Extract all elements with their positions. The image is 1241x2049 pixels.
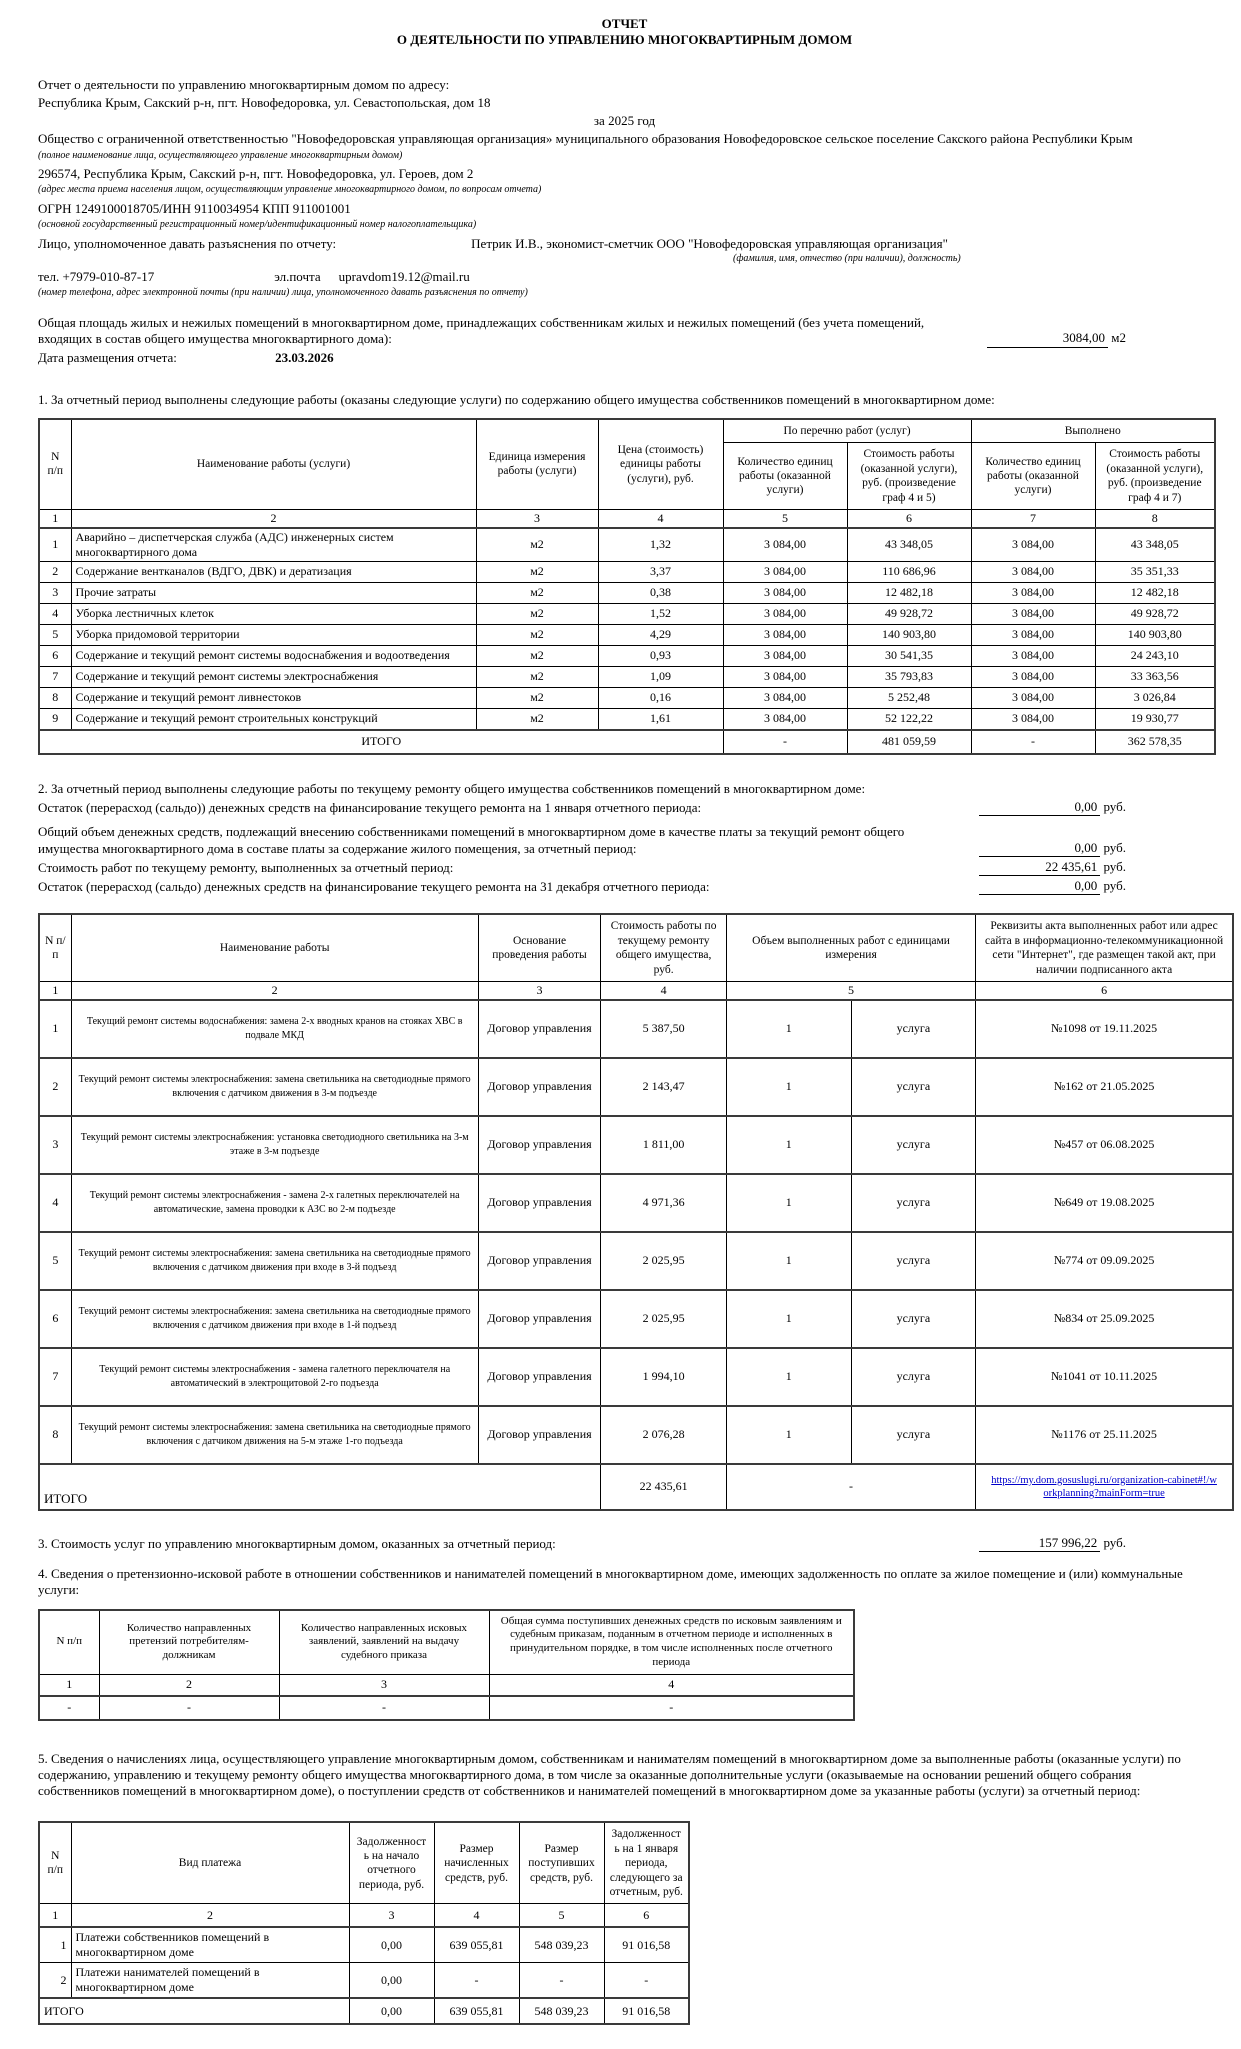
row-num: 8 [39, 687, 71, 708]
repair-work-name: Текущий ремонт системы электроснабжения - замена 2-х галетных переключателей на автоматические, замена проводки к АЗС во 2-м подъезде [71, 1174, 478, 1232]
row-num: 2 [39, 1963, 71, 1999]
repair-cost: 4 971,36 [601, 1174, 727, 1232]
currency-unit: руб. [1103, 839, 1126, 855]
row-num: 6 [39, 645, 71, 666]
repair-basis: Договор управления [478, 1174, 601, 1232]
repair-unit: услуга [851, 1058, 976, 1116]
col-header-num: N п/п [39, 1822, 71, 1903]
building-address: Республика Крым, Сакский р-н, пгт. Новофедоровка, ул. Севастопольская, дом 18 [38, 94, 491, 110]
work-cost-list: 52 122,22 [847, 708, 971, 730]
repair-cost: 1 994,10 [601, 1348, 727, 1406]
col-header-type: Вид платежа [71, 1822, 349, 1903]
total-label: ИТОГО [39, 1998, 349, 2024]
maintenance-total-row [39, 730, 1215, 754]
work-cost-done: 3 026,84 [1095, 687, 1215, 708]
repair-work-name: Текущий ремонт системы электроснабжения: замена светильника на светодиодные прямого включения с датчиком движения при входе в 1-й подъезд [71, 1290, 478, 1348]
payment-row [39, 1963, 689, 1999]
col-header-volume: Объем выполненных работ с единицами измерения [726, 914, 975, 981]
ogrn-line: ОГРН 1249100018705/ИНН 9110034954 КПП 911001001 [38, 200, 351, 216]
col-number: 4 [489, 1674, 854, 1696]
repair-cost: 5 387,50 [601, 1000, 727, 1058]
work-cost-done: 49 928,72 [1095, 603, 1215, 624]
repair-unit: услуга [851, 1348, 976, 1406]
work-price: 0,38 [598, 582, 723, 603]
work-cost-list: 140 903,80 [847, 624, 971, 645]
repair-work-name: Текущий ремонт системы электроснабжения: замена светильника на светодиодные прямого включения с датчиком движения при входе в 3-й подъезд [71, 1232, 478, 1290]
accrued: - [434, 1963, 519, 1999]
work-cost-list: 110 686,96 [847, 561, 971, 582]
col-number: 8 [1095, 509, 1215, 528]
balance-start-text: Остаток (перерасход (сальдо)) денежных средств на финансирование текущего ремонта на 1 января отчетного периода: [38, 800, 702, 816]
company-name: Общество с ограниченной ответственностью "Новофедоровская управляющая организация» муниципального образования Новофедоровское сельское поселение Сакского района Республики Крым [38, 131, 1133, 147]
work-cost-list: 5 252,48 [847, 687, 971, 708]
col-number: 6 [847, 509, 971, 528]
work-name: Уборка лестничных клеток [71, 603, 476, 624]
repair-unit: услуга [851, 1232, 976, 1290]
repair-work-row [39, 1232, 1233, 1290]
col-header-num: N п/п [39, 1610, 99, 1675]
maintenance-work-row [39, 687, 1215, 708]
total-accrued: 639 055,81 [434, 1998, 519, 2024]
repair-work-name: Текущий ремонт системы водоснабжения: замена 2-х вводных кранов на стояках ХВС в подвале МКД [71, 1000, 478, 1058]
row-num: 2 [39, 1058, 71, 1116]
row-num: 8 [39, 1406, 71, 1464]
work-qty-done: 3 084,00 [971, 603, 1095, 624]
work-name: Содержание вентканалов (ВДГО, ДВК) и дератизация [71, 561, 476, 582]
debt-start: 0,00 [349, 1927, 434, 1963]
repair-qty: 1 [726, 1290, 851, 1348]
col-header-received: Размер поступивших средств, руб. [519, 1822, 604, 1903]
currency-unit: руб. [1103, 799, 1126, 815]
col-number: 5 [726, 981, 975, 1000]
repair-qty: 1 [726, 1174, 851, 1232]
work-name: Содержание и текущий ремонт системы водоснабжения и водоотведения [71, 645, 476, 666]
debt-end: 91 016,58 [604, 1927, 689, 1963]
repair-basis: Договор управления [478, 1000, 601, 1058]
work-cost-done: 12 482,18 [1095, 582, 1215, 603]
work-qty-list: 3 084,00 [723, 582, 847, 603]
total-area-value-wrap [987, 330, 1126, 347]
payment-type: Платежи нанимателей помещений в многоквартирном доме [71, 1963, 349, 1999]
work-qty-done: 3 084,00 [971, 687, 1095, 708]
repair-unit: услуга [851, 1000, 976, 1058]
title-line-2: О ДЕЯТЕЛЬНОСТИ ПО УПРАВЛЕНИЮ МНОГОКВАРТИРНЫМ ДОМОМ [396, 32, 853, 48]
row-num: 6 [39, 1290, 71, 1348]
work-qty-done: 3 084,00 [971, 582, 1095, 603]
col-header-sum: Общая сумма поступивших денежных средств по исковым заявлениям и судебным приказам, поданным в отчетном периоде и исполненных в принудительном порядке, в том числе исполненных после отчетного периода [489, 1610, 854, 1675]
maintenance-work-row [39, 561, 1215, 582]
repair-basis: Договор управления [478, 1058, 601, 1116]
row-num: 3 [39, 1116, 71, 1174]
company-note: (полное наименование лица, осуществляющего управление многоквартирным домом) [38, 149, 403, 161]
maintenance-work-row [39, 582, 1215, 603]
payments-table [38, 1821, 690, 2025]
col-number: 1 [39, 509, 71, 528]
repair-basis: Договор управления [478, 1406, 601, 1464]
work-price: 0,93 [598, 645, 723, 666]
col-number: 1 [39, 981, 71, 1000]
repair-work-row [39, 1290, 1233, 1348]
contact-note: (фамилия, имя, отчество (при наличии), должность) [733, 252, 961, 264]
repair-cost: 1 811,00 [601, 1116, 727, 1174]
col-header-name: Наименование работы [71, 914, 478, 981]
work-cost-done: 33 363,56 [1095, 666, 1215, 687]
email-label: эл.почта [274, 269, 321, 285]
work-qty-list: 3 084,00 [723, 603, 847, 624]
repair-act: №162 от 21.05.2025 [976, 1058, 1233, 1116]
row-num: 3 [39, 582, 71, 603]
total-cost-done: 362 578,35 [1095, 730, 1215, 754]
repair-basis: Договор управления [478, 1116, 601, 1174]
col-header-suits: Количество направленных исковых заявлений, заявлений на выдачу судебного приказа [279, 1610, 489, 1675]
phone-row [38, 269, 1211, 285]
repair-act: №834 от 25.09.2025 [976, 1290, 1233, 1348]
repair-total-row [39, 1464, 1233, 1510]
repair-work-name: Текущий ремонт системы электроснабжения: замена светильника на светодиодные прямого включения с датчиком движения на 5-м этаже 1-го подъезда [71, 1406, 478, 1464]
section5-heading: 5. Сведения о начислениях лица, осуществляющего управление многоквартирным домом, собственникам и нанимателям помещений в многоквартирном доме за выполненные работы (оказанные услуги) по содержанию, управлению и текущему ремонту общего имущества многоквартирного дома, в том числе за оказанные дополнительные услуги (оказываемые на основании решений общего собрания собственников помещений в многоквартирном доме), о поступлении средств от собственников и нанимателей помещений в многоквартирном доме за указанные работы (услуги) за отчетный период: [38, 1750, 1181, 1799]
work-price: 3,37 [598, 561, 723, 582]
col-number: 5 [723, 509, 847, 528]
repair-unit: услуга [851, 1290, 976, 1348]
work-unit: м2 [476, 645, 598, 666]
row-num: 2 [39, 561, 71, 582]
debt-start: 0,00 [349, 1963, 434, 1999]
col-number: 2 [99, 1674, 279, 1696]
repair-cost: 2 143,47 [601, 1058, 727, 1116]
work-unit: м2 [476, 687, 598, 708]
phone-number: тел. +7979-010-87-17 [38, 269, 155, 285]
repair-basis: Договор управления [478, 1348, 601, 1406]
col-header-unit: Единица измерения работы (услуги) [476, 419, 598, 509]
repair-qty: 1 [726, 1058, 851, 1116]
currency-unit: руб. [1103, 878, 1126, 894]
repair-work-row [39, 1058, 1233, 1116]
repair-act: №457 от 06.08.2025 [976, 1116, 1233, 1174]
work-cost-list: 35 793,83 [847, 666, 971, 687]
work-qty-list: 3 084,00 [723, 528, 847, 562]
work-qty-list: 3 084,00 [723, 645, 847, 666]
row-num: 1 [39, 1927, 71, 1963]
col-number: 3 [476, 509, 598, 528]
row-num: 9 [39, 708, 71, 730]
work-qty-done: 3 084,00 [971, 624, 1095, 645]
repair-unit: услуга [851, 1174, 976, 1232]
repair-act: №1098 от 19.11.2025 [976, 1000, 1233, 1058]
report-date-value: 23.03.2026 [275, 349, 334, 365]
balance-start-value: 0,00 [979, 799, 1100, 816]
work-price: 1,61 [598, 708, 723, 730]
funds-due-value: 0,00 [979, 840, 1100, 857]
repair-work-row [39, 1000, 1233, 1058]
col-header-debt-start: Задолженность на начало отчетного периода, руб. [349, 1822, 434, 1903]
work-unit: м2 [476, 528, 598, 562]
maintenance-work-row [39, 528, 1215, 562]
work-unit: м2 [476, 708, 598, 730]
col-header-qty-done: Количество единиц работы (оказанной услуги) [971, 443, 1095, 510]
total-area-value: 3084,00 [987, 330, 1108, 347]
report-year: за 2025 год [593, 113, 656, 128]
row-num: 1 [39, 1000, 71, 1058]
currency-unit: руб. [1103, 1534, 1126, 1550]
col-header-debt-end: Задолженность на 1 января периода, следующего за отчетным, руб. [604, 1822, 689, 1903]
work-cost-list: 49 928,72 [847, 603, 971, 624]
repair-total-cost: 22 435,61 [601, 1464, 727, 1510]
report-intro: Отчет о деятельности по управлению многоквартирным домом по адресу: [38, 76, 450, 92]
total-debt-end: 91 016,58 [604, 1998, 689, 2024]
repair-qty: 1 [726, 1348, 851, 1406]
work-unit: м2 [476, 666, 598, 687]
total-qty-done: - [971, 730, 1095, 754]
section4-heading: 4. Сведения о претензионно-исковой работе в отношении собственников и нанимателей помещений в многоквартирном доме, имеющих задолженность по оплате за жилое помещение и (или) коммунальные услуги: [38, 1566, 1183, 1598]
work-unit: м2 [476, 624, 598, 645]
balance-end-row [38, 878, 1211, 895]
funds-due-row [38, 824, 1211, 857]
work-qty-done: 3 084,00 [971, 561, 1095, 582]
total-received: 548 039,23 [519, 1998, 604, 2024]
col-number: 3 [279, 1674, 489, 1696]
col-header-num: N п/п [39, 914, 71, 981]
phone-note: (номер телефона, адрес электронной почты (при наличии) лица, уполномоченного давать разъяснения по отчету) [38, 286, 528, 298]
repair-qty: 1 [726, 1000, 851, 1058]
row-num: 7 [39, 666, 71, 687]
work-name: Уборка придомовой территории [71, 624, 476, 645]
repair-work-name: Текущий ремонт системы электроснабжения: установка светодиодного светильника на 3-м этаже в 3-м подъезде [71, 1116, 478, 1174]
work-price: 1,52 [598, 603, 723, 624]
total-cost-list: 481 059,59 [847, 730, 971, 754]
repair-cost-row [38, 859, 1211, 876]
work-qty-list: 3 084,00 [723, 666, 847, 687]
work-cost-done: 140 903,80 [1095, 624, 1215, 645]
repair-work-name: Текущий ремонт системы электроснабжения: замена светильника на светодиодные прямого включения с датчиком движения в 3-м подъезде [71, 1058, 478, 1116]
office-address: 296574, Республика Крым, Сакский р-н, пгт. Новофедоровка, ул. Героев, дом 2 [38, 166, 474, 181]
work-cost-done: 19 930,77 [1095, 708, 1215, 730]
repair-basis: Договор управления [478, 1290, 601, 1348]
col-number: 7 [971, 509, 1095, 528]
management-cost-value: 157 996,22 [979, 1535, 1100, 1552]
col-number: 6 [604, 1904, 689, 1928]
repair-cost-text: Стоимость работ по текущему ремонту, выполненных за отчетный период: [38, 859, 454, 875]
accrued: 639 055,81 [434, 1927, 519, 1963]
row-num: 4 [39, 603, 71, 624]
work-qty-done: 3 084,00 [971, 708, 1095, 730]
maintenance-work-row [39, 645, 1215, 666]
work-cost-done: 35 351,33 [1095, 561, 1215, 582]
management-cost-row [38, 1535, 1211, 1552]
col-number: 2 [71, 509, 476, 528]
row-num: 1 [39, 528, 71, 562]
repair-work-row [39, 1116, 1233, 1174]
repair-cost: 2 025,95 [601, 1290, 727, 1348]
contact-row [38, 236, 1211, 252]
email-value: upravdom19.12@mail.ru [338, 269, 470, 285]
received: 548 039,23 [519, 1927, 604, 1963]
gosuslugi-link[interactable]: https://my.dom.gosuslugi.ru/organization-cabinet#!/workplanning?mainForm=true [991, 1474, 1217, 1499]
total-debt-start: 0,00 [349, 1998, 434, 2024]
current-repair-table [38, 913, 1234, 1511]
section1-heading: 1. За отчетный период выполнены следующие работы (оказаны следующие услуги) по содержанию общего имущества собственников помещений в многоквартирном доме: [38, 391, 995, 407]
work-cost-list: 43 348,05 [847, 528, 971, 562]
management-cost-text: 3. Стоимость услуг по управлению многоквартирным домом, оказанных за отчетный период: [38, 1535, 556, 1551]
col-header-act: Реквизиты акта выполненных работ или адрес сайта в информационно-телекоммуникационной сети "Интернет", где размещен такой акт, при наличии подписанного акта [976, 914, 1233, 981]
received: - [519, 1963, 604, 1999]
repair-qty: 1 [726, 1116, 851, 1174]
total-label: ИТОГО [39, 1464, 601, 1510]
contact-label: Лицо, уполномоченное давать разъяснения по отчету: [38, 235, 337, 251]
repair-work-row [39, 1174, 1233, 1232]
row-num: 5 [39, 624, 71, 645]
row-num: 7 [39, 1348, 71, 1406]
row-num: 5 [39, 1232, 71, 1290]
maintenance-work-row [39, 708, 1215, 730]
col-header-accrued: Размер начисленных средств, руб. [434, 1822, 519, 1903]
payment-type: Платежи собственников помещений в многоквартирном доме [71, 1927, 349, 1963]
work-qty-done: 3 084,00 [971, 645, 1095, 666]
repair-qty: 1 [726, 1406, 851, 1464]
repair-cost: 2 025,95 [601, 1232, 727, 1290]
page-title [38, 16, 1211, 49]
work-qty-list: 3 084,00 [723, 624, 847, 645]
total-area-unit: м2 [1111, 330, 1126, 346]
claims-count: - [99, 1696, 279, 1720]
repair-qty: 1 [726, 1232, 851, 1290]
col-number: 5 [519, 1904, 604, 1928]
repair-work-row [39, 1348, 1233, 1406]
col-group-done: Выполнено [971, 419, 1215, 443]
repair-unit: услуга [851, 1116, 976, 1174]
repair-work-name: Текущий ремонт системы электроснабжения - замена галетного переключателя на автоматический в электрощитовой 2-го подъезда [71, 1348, 478, 1406]
total-area-row [38, 315, 1211, 348]
col-header-qty-list: Количество единиц работы (оказанной услуги) [723, 443, 847, 510]
work-name: Аварийно – диспетчерская служба (АДС) инженерных систем многоквартирного дома [71, 528, 476, 562]
repair-act: №1176 от 25.11.2025 [976, 1406, 1233, 1464]
col-header-name: Наименование работы (услуги) [71, 419, 476, 509]
maintenance-work-row [39, 666, 1215, 687]
repair-act: №649 от 19.08.2025 [976, 1174, 1233, 1232]
total-qty-list: - [723, 730, 847, 754]
work-qty-done: 3 084,00 [971, 528, 1095, 562]
col-number: 4 [598, 509, 723, 528]
report-date-label: Дата размещения отчета: [38, 349, 177, 365]
total-area-text: Общая площадь жилых и нежилых помещений в многоквартирном доме, принадлежащих собственникам жилых и нежилых помещений (без учета помещений, входящих в состав общего имущества многоквартирного дома): [38, 315, 925, 347]
work-qty-done: 3 084,00 [971, 666, 1095, 687]
col-number: 6 [976, 981, 1233, 1000]
balance-end-text: Остаток (перерасход (сальдо) денежных средств на финансирование текущего ремонта на 31 декабря отчетного периода: [38, 879, 710, 895]
maintenance-work-row [39, 603, 1215, 624]
claims-num: - [39, 1696, 99, 1720]
suits-count: - [279, 1696, 489, 1720]
claims-data-row [39, 1696, 854, 1720]
col-number: 2 [71, 981, 478, 1000]
repair-act: №774 от 09.09.2025 [976, 1232, 1233, 1290]
office-note: (адрес места приема населения лицом, осуществляющим управление многоквартирного домом, по вопросам отчета) [38, 184, 542, 196]
col-header-cost-list: Стоимость работы (оказанной услуги), руб. (произведение граф 4 и 5) [847, 443, 971, 510]
col-number: 3 [349, 1904, 434, 1928]
row-num: 4 [39, 1174, 71, 1232]
repair-act: №1041 от 10.11.2025 [976, 1348, 1233, 1406]
work-price: 4,29 [598, 624, 723, 645]
repair-unit: услуга [851, 1406, 976, 1464]
work-price: 0,16 [598, 687, 723, 708]
repair-basis: Договор управления [478, 1232, 601, 1290]
work-unit: м2 [476, 561, 598, 582]
balance-end-value: 0,00 [979, 878, 1100, 895]
payment-row [39, 1927, 689, 1963]
col-number: 2 [71, 1904, 349, 1928]
col-number: 4 [601, 981, 727, 1000]
col-number: 1 [39, 1674, 99, 1696]
work-cost-done: 43 348,05 [1095, 528, 1215, 562]
work-price: 1,32 [598, 528, 723, 562]
contact-value: Петрик И.В., экономист-сметчик ООО "Новофедоровская управляющая организация" [471, 235, 948, 251]
work-unit: м2 [476, 582, 598, 603]
ogrn-note: (основной государственный регистрационный номер/идентификационный номер налогоплательщика) [38, 219, 477, 230]
maintenance-work-row [39, 624, 1215, 645]
col-header-cost: Стоимость работы по текущему ремонту общего имущества, руб. [601, 914, 727, 981]
claims-table [38, 1609, 855, 1721]
work-name: Прочие затраты [71, 582, 476, 603]
col-group-list: По перечню работ (услуг) [723, 419, 971, 443]
maintenance-works-table [38, 418, 1216, 755]
col-header-basis: Основание проведения работы [478, 914, 601, 981]
col-header-cost-done: Стоимость работы (оказанной услуги), руб. (произведение граф 4 и 7) [1095, 443, 1215, 510]
col-header-claims: Количество направленных претензий потребителям-должникам [99, 1610, 279, 1675]
work-cost-list: 12 482,18 [847, 582, 971, 603]
report-date-row [38, 350, 1211, 366]
funds-due-text: Общий объем денежных средств, подлежащий внесению собственниками помещений в многоквартирном доме в качестве платы за текущий ремонт общего имущества многоквартирного дома в составе платы за содержание жилого помещения, за отчетный период: [38, 824, 905, 856]
col-header-price: Цена (стоимость) единицы работы (услуги), руб. [598, 419, 723, 509]
claims-sum: - [489, 1696, 854, 1720]
currency-unit: руб. [1103, 858, 1126, 874]
col-header-num: N п/п [39, 419, 71, 509]
col-number: 1 [39, 1904, 71, 1928]
work-qty-list: 3 084,00 [723, 687, 847, 708]
work-unit: м2 [476, 603, 598, 624]
title-line-1: ОТЧЕТ [601, 16, 648, 31]
work-cost-done: 24 243,10 [1095, 645, 1215, 666]
payments-total-row [39, 1998, 689, 2024]
work-name: Содержание и текущий ремонт ливнестоков [71, 687, 476, 708]
col-number: 3 [478, 981, 601, 1000]
repair-cost: 2 076,28 [601, 1406, 727, 1464]
repair-total-dash: - [726, 1464, 975, 1510]
section2-heading: 2. За отчетный период выполнены следующие работы по текущему ремонту общего имущества собственников помещений в многоквартирном доме: [38, 780, 866, 796]
repair-cost-value: 22 435,61 [979, 859, 1100, 876]
work-cost-list: 30 541,35 [847, 645, 971, 666]
work-qty-list: 3 084,00 [723, 561, 847, 582]
col-number: 4 [434, 1904, 519, 1928]
repair-work-row [39, 1406, 1233, 1464]
work-name: Содержание и текущий ремонт строительных конструкций [71, 708, 476, 730]
total-label: ИТОГО [39, 730, 723, 754]
work-name: Содержание и текущий ремонт системы электроснабжения [71, 666, 476, 687]
work-qty-list: 3 084,00 [723, 708, 847, 730]
work-price: 1,09 [598, 666, 723, 687]
debt-end: - [604, 1963, 689, 1999]
balance-start-row [38, 799, 1211, 816]
